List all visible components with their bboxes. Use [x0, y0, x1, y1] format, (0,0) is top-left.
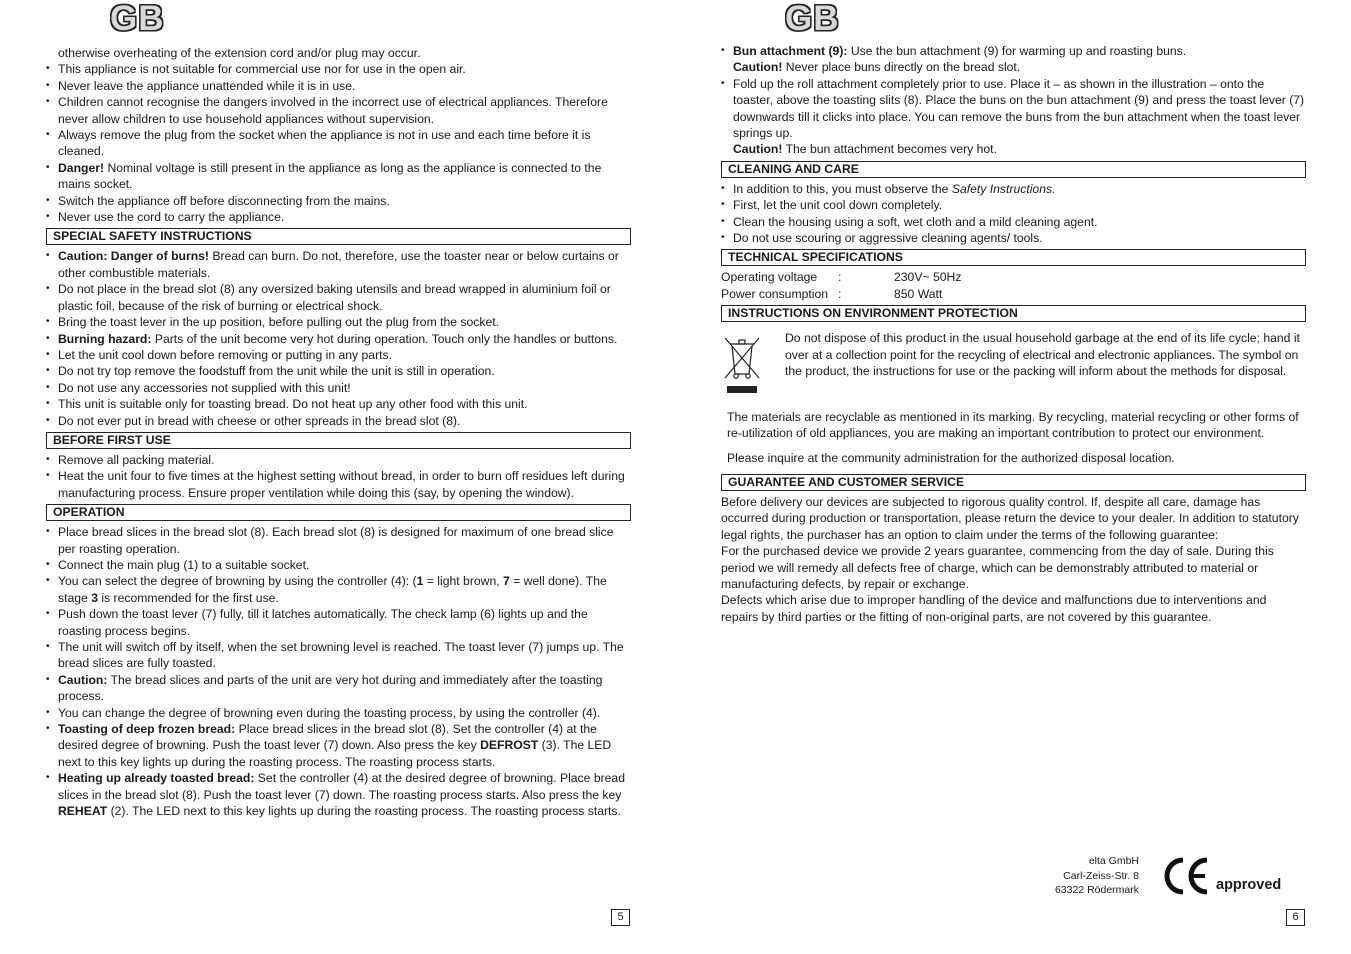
environment-notice	[721, 330, 1306, 400]
section-header-operation: OPERATION	[46, 504, 631, 521]
section-header-cleaning: CLEANING AND CARE	[721, 161, 1306, 178]
right-content	[721, 43, 1306, 625]
language-header: GB	[785, 0, 840, 38]
list-item: • Do not try top remove the foodstuff from the unit while the unit is still in operation.	[46, 363, 631, 379]
before-first-use-list	[46, 452, 631, 501]
list-item: • Do not ever put in bread with cheese or other spreads in the bread slot (8).	[46, 413, 631, 429]
intro-line: otherwise overheating of the extension cord and/or plug may occur.	[58, 46, 421, 60]
list-item: • Switch the appliance off before disconnecting from the mains.	[46, 193, 631, 209]
list-item: • Children cannot recognise the dangers involved in the incorrect use of electrical appliances. Therefore never allow children to use household appliances without supervision.	[46, 94, 631, 127]
list-item: • Burning hazard: Parts of the unit become very hot during operation. Touch only the handles or buttons.	[46, 331, 631, 347]
list-item: • Never use the cord to carry the appliance.	[46, 209, 631, 225]
section-header-environment: INSTRUCTIONS ON ENVIRONMENT PROTECTION	[721, 305, 1306, 322]
list-item: • Do not use scouring or aggressive cleaning agents/ tools.	[721, 230, 1306, 246]
section-header-special-safety: SPECIAL SAFETY INSTRUCTIONS	[46, 228, 631, 245]
list-item: • This appliance is not suitable for commercial use nor for use in the open air.	[46, 61, 631, 77]
guarantee-text	[721, 494, 1306, 625]
list-item: • You can change the degree of browning even during the toasting process, by using the controller (4).	[46, 705, 631, 721]
section-header-technical: TECHNICAL SPECIFICATIONS	[721, 249, 1306, 266]
list-item: • Push down the toast lever (7) fully, till it latches automatically. The check lamp (6) lights up and the roasting process begins.	[46, 606, 631, 639]
special-safety-list	[46, 248, 631, 428]
approved-label: approved	[1216, 877, 1282, 893]
list-item: • Clean the housing using a soft, wet cloth and a mild cleaning agent.	[721, 214, 1306, 230]
recycling-paragraph: The materials are recyclable as mentioned in its marking. By recycling, material recycling or other forms of re-utilization of old appliances, you are making an important contribution to protect our environment.	[727, 409, 1299, 441]
list-item: • Heat the unit four to five times at the highest setting without bread, in order to burn off residues left during manufacturing process. Ensure proper ventilation while doing this (say, by opening the window).	[46, 468, 631, 501]
list-item: • Fold up the roll attachment completely prior to use. Place it – as shown in the illustration – onto the toaster, above the toasting slits (8). Place the buns on the bun attachment (9) and press the toast lever (7) downwards till it clicks into place. You can remove the buns from the bun attachment when the toast lever springs up. Caution! The bun attachment becomes very hot.	[721, 76, 1306, 158]
language-header: GB	[110, 0, 165, 38]
spec-row: Operating voltage : 230V~ 50Hz	[721, 270, 962, 285]
list-item: • Caution: The bread slices and parts of the unit are very hot during and immediately after the toasting process.	[46, 672, 631, 705]
section-header-guarantee: GUARANTEE AND CUSTOMER SERVICE	[721, 474, 1306, 491]
guarantee-paragraph: For the purchased device we provide 2 years guarantee, commencing from the day of sale. During this period we will remedy all defects free of charge, which can be demonstrably attributed to material or manufacturing defects, by repair or exchange.	[721, 544, 1274, 591]
cleaning-list	[721, 181, 1306, 247]
section-header-before-first-use: BEFORE FIRST USE	[46, 432, 631, 449]
bun-attachment-list	[721, 43, 1306, 158]
list-item: • In addition to this, you must observe the Safety Instructions.	[721, 181, 1306, 197]
list-item: • This unit is suitable only for toasting bread. Do not heat up any other food with this unit.	[46, 396, 631, 412]
spec-table	[721, 269, 1306, 302]
list-item: • Toasting of deep frozen bread: Place bread slices in the bread slot (8). Set the controller (4) at the desired degree of browning. Push the toast lever (7) down. Also press the key DEFROST (3). The LED next to this key lights up during the roasting process. The roasting process starts.	[46, 721, 631, 770]
list-item: • The unit will switch off by itself, when the set browning level is reached. The toast lever (7) jumps up. The bread slices are fully toasted.	[46, 639, 631, 672]
guarantee-paragraph: Before delivery our devices are subjected to rigorous quality control. If, despite all care, damage has occurred during production or transportation, please return the device to your dealer. In addition to statutory legal rights, the purchaser has an option to claim under the terms of the following guarantee:	[721, 494, 1299, 542]
list-item: • Danger! Nominal voltage is still present in the appliance as long as the appliance is connected to the mains socket.	[46, 160, 631, 193]
list-item: • Remove all packing material.	[46, 452, 631, 468]
ce-mark-icon	[1163, 856, 1213, 896]
company-address: elta GmbH Carl-Zeiss-Str. 8 63322 Rödermark	[1054, 855, 1139, 896]
spec-row: Power consumption : 850 Watt	[721, 286, 943, 301]
list-item: • You can select the degree of browning by using the controller (4): (1 = light brown, 7 = well done). The stage 3 is recommended for the first use.	[46, 573, 631, 606]
guarantee-paragraph: Defects which arise due to improper handling of the device and malfunctions due to interventions and repairs by third parties or the fitting of non-original parts, are not covered by this guarantee.	[721, 593, 1267, 624]
page-number: 5	[611, 909, 630, 926]
crossed-out-bin-icon	[721, 330, 785, 400]
list-item: • Do not use any accessories not supplied with this unit!	[46, 380, 631, 396]
list-item: • Connect the main plug (1) to a suitable socket.	[46, 557, 631, 573]
list-item: • Bring the toast lever in the up position, before pulling out the plug from the socket.	[46, 314, 631, 330]
general-safety-list	[46, 61, 631, 225]
list-item: • Do not place in the bread slot (8) any oversized baking utensils and bread wrapped in aluminium foil or plastic foil, because of the risk of burning or electrical shock.	[46, 281, 631, 314]
left-content	[46, 45, 631, 819]
list-item: • Always remove the plug from the socket when the appliance is not in use and each time before it is cleaned.	[46, 127, 631, 160]
disposal-paragraph: Please inquire at the community administration for the authorized disposal location.	[727, 450, 1175, 465]
list-item: • Let the unit cool down before removing or putting in any parts.	[46, 347, 631, 363]
list-item: • Heating up already toasted bread: Set the controller (4) at the desired degree of browning. Place bread slices in the bread slot (8). Push the toast lever (7) down. The roasting process starts. Also press the key REHEAT (2). The LED next to this key lights up during the roasting process. The roasting process starts.	[46, 770, 631, 819]
operation-list	[46, 524, 631, 819]
list-item: • First, let the unit cool down completely.	[721, 197, 1306, 213]
page-number: 6	[1286, 909, 1305, 926]
list-item: • Never leave the appliance unattended while it is in use.	[46, 78, 631, 94]
ce-approved-mark	[1163, 856, 1313, 896]
environment-text: Do not dispose of this product in the usual household garbage at the end of its life cycle; hand it over at a collection point for the recycling of electrical and electronic appliances. The symbol on the product, the instructions for use or the packing will inform about the methods for disposal.	[785, 331, 1300, 379]
list-item: • Caution: Danger of burns! Bread can burn. Do not, therefore, use the toaster near or below curtains or other combustible materials.	[46, 248, 631, 281]
list-item: • Bun attachment (9): Use the bun attachment (9) for warming up and roasting buns. Caution! Never place buns directly on the bread slot.	[721, 43, 1306, 76]
list-item: • Place bread slices in the bread slot (8). Each bread slot (8) is designed for maximum of one bread slice per roasting operation.	[46, 524, 631, 557]
